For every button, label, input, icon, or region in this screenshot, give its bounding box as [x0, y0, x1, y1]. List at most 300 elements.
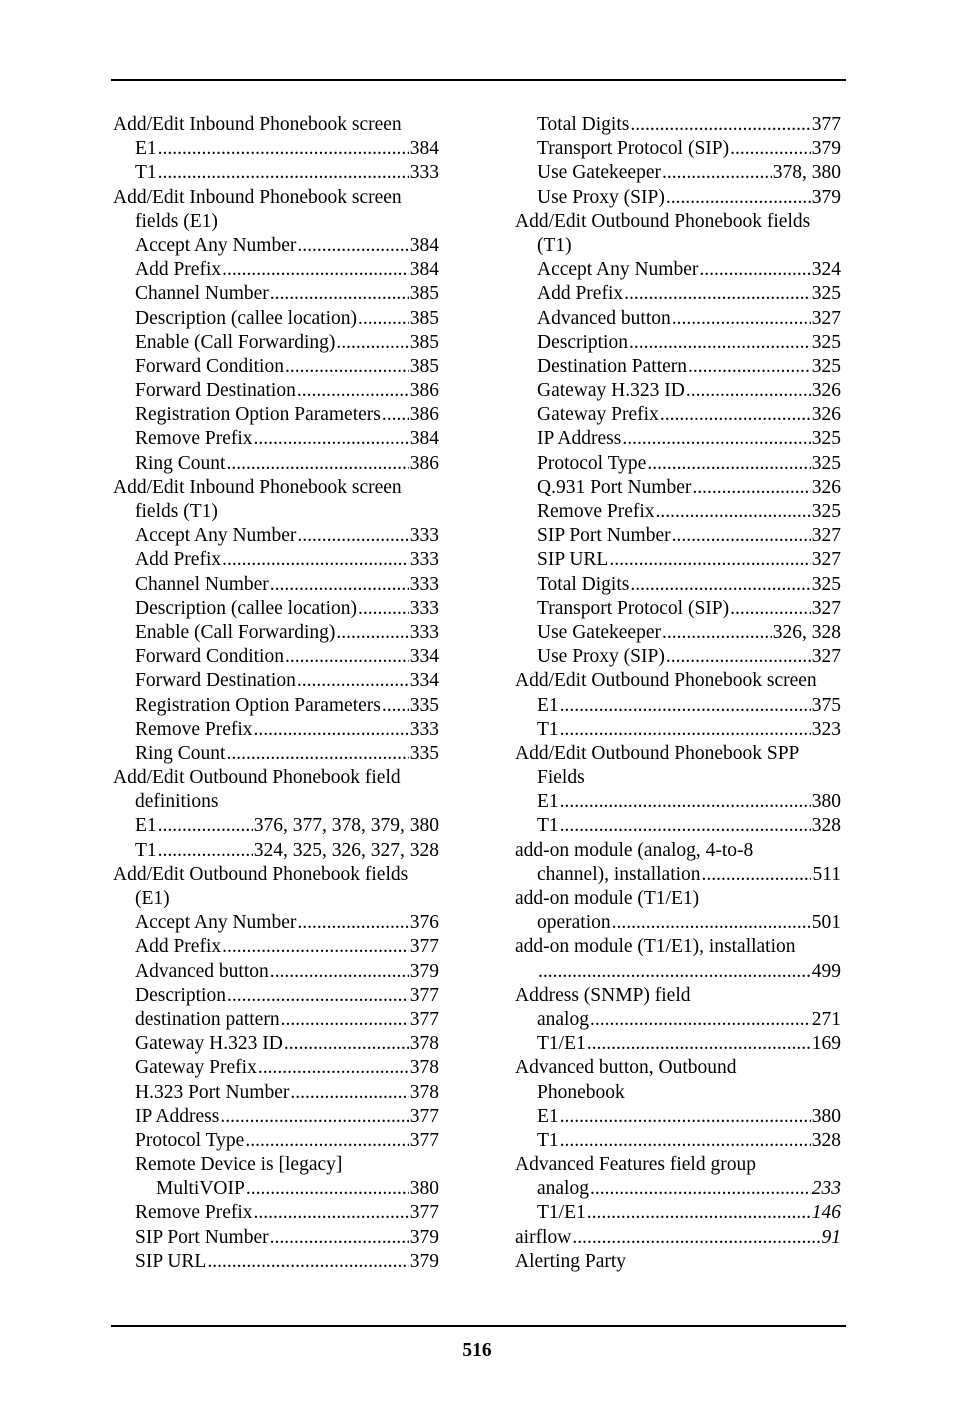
index-entry — [515, 524, 841, 548]
page-reference: 169 — [811, 1033, 841, 1055]
index-term: Description — [135, 984, 226, 1006]
index-entry — [515, 645, 841, 669]
dot-leader — [270, 1226, 409, 1250]
index-term: Gateway H.323 ID — [537, 380, 685, 402]
index-term: Transport Protocol (SIP) — [537, 138, 730, 160]
index-entry — [515, 984, 841, 1008]
dot-leader — [297, 669, 409, 693]
index-term: Protocol Type — [537, 452, 647, 474]
index-entry — [515, 500, 841, 524]
index-term: analog — [537, 1008, 589, 1030]
index-term: E1 — [537, 694, 559, 716]
index-term: fields (E1) — [135, 210, 218, 232]
dot-leader — [560, 1129, 811, 1153]
index-entry — [113, 911, 439, 935]
index-term: channel), installation — [537, 863, 701, 885]
index-entry — [515, 718, 841, 742]
index-entry — [113, 960, 439, 984]
index-entry — [515, 1008, 841, 1032]
index-entry — [113, 1201, 439, 1225]
page-reference: 333 — [409, 525, 439, 547]
dot-leader — [587, 1201, 811, 1225]
page-reference: 379 — [409, 1250, 439, 1272]
index-entry — [113, 379, 439, 403]
index-entry — [515, 573, 841, 597]
dot-leader — [290, 1081, 408, 1105]
index-entry — [113, 331, 439, 355]
index-term: SIP Port Number — [135, 1226, 269, 1248]
dot-leader — [672, 524, 811, 548]
index-entry — [515, 694, 841, 718]
index-term: Q.931 Port Number — [537, 476, 692, 498]
page-reference: 328 — [811, 1129, 841, 1151]
page-reference: 326, 328 — [772, 621, 841, 643]
index-entry — [113, 210, 439, 234]
index-term: Forward Destination — [135, 670, 296, 692]
index-term: Remove Prefix — [537, 501, 655, 522]
dot-leader — [382, 403, 409, 427]
page-reference: 386 — [409, 452, 439, 474]
index-term: IP Address — [537, 428, 622, 450]
index-term: Add/Edit Outbound Phonebook screen — [515, 670, 817, 692]
dot-leader — [624, 282, 811, 306]
page-reference: 377 — [409, 936, 439, 958]
index-entry — [515, 1177, 841, 1201]
page-reference: 333 — [409, 549, 439, 571]
index-entry — [113, 137, 439, 161]
index-term: Gateway H.323 ID — [135, 1033, 283, 1055]
index-entry — [113, 1081, 439, 1105]
dot-leader — [702, 863, 812, 887]
page-reference: 379 — [409, 1226, 439, 1248]
index-term: SIP Port Number — [537, 525, 671, 547]
dot-leader — [538, 960, 811, 984]
page-reference: 323 — [811, 718, 841, 740]
index-term: SIP URL — [537, 549, 609, 571]
page-reference: 324 — [811, 259, 841, 281]
index-entry — [113, 452, 439, 476]
dot-leader — [207, 1250, 408, 1274]
page-reference: 324, 325, 326, 327, 328 — [253, 839, 439, 861]
dot-leader — [158, 137, 409, 161]
index-term: destination pattern — [135, 1008, 280, 1030]
page-reference: 333 — [409, 573, 439, 595]
dot-leader — [666, 186, 811, 210]
page-reference: 378, 380 — [772, 162, 841, 184]
page-reference: 146 — [811, 1202, 841, 1224]
index-entry — [515, 935, 841, 959]
dot-leader — [622, 427, 810, 451]
index-term: Accept Any Number — [135, 525, 297, 547]
index-term: Use Proxy (SIP) — [537, 646, 665, 668]
page-reference: 379 — [811, 138, 841, 160]
index-term: Use Gatekeeper — [537, 621, 661, 643]
index-entry — [113, 887, 439, 911]
index-term: operation — [537, 912, 611, 934]
index-term: Alerting Party — [515, 1250, 627, 1272]
dot-leader — [245, 1129, 408, 1153]
dot-leader — [226, 452, 408, 476]
page-reference: 327 — [811, 549, 841, 571]
index-entry — [515, 1105, 841, 1129]
index-term: Remove Prefix — [135, 428, 253, 450]
page-reference: 376 — [409, 912, 439, 934]
index-entry — [515, 113, 841, 137]
index-term: T1 — [537, 815, 559, 837]
index-term: Registration Option Parameters — [135, 404, 381, 426]
page-reference: 325 — [811, 452, 841, 474]
index-entry — [113, 307, 439, 331]
index-term: Ring Count — [135, 452, 226, 474]
index-term: Add Prefix — [135, 549, 222, 571]
index-term: Ring Count — [135, 742, 226, 764]
index-term: Use Proxy (SIP) — [537, 186, 665, 208]
index-term: Channel Number — [135, 283, 269, 305]
index-term: Forward Condition — [135, 355, 284, 377]
page-reference: 333 — [409, 718, 439, 740]
index-entry — [515, 476, 841, 500]
index-term: Accept Any Number — [537, 259, 699, 281]
page-reference: 386 — [409, 404, 439, 426]
index-entry — [515, 258, 841, 282]
dot-leader — [686, 379, 811, 403]
index-term: Add Prefix — [537, 283, 624, 305]
index-term: IP Address — [135, 1105, 220, 1127]
dot-leader — [647, 452, 810, 476]
dot-leader — [382, 694, 409, 718]
dot-leader — [590, 1008, 811, 1032]
dot-leader — [281, 1008, 409, 1032]
index-term: Add/Edit Outbound Phonebook fields — [515, 210, 811, 232]
index-term: E1 — [537, 791, 559, 813]
index-term: Description (callee location) — [135, 307, 357, 329]
index-term: airflow — [515, 1226, 572, 1248]
dot-leader — [284, 1032, 409, 1056]
index-term: Remove Prefix — [135, 718, 253, 740]
index-term: add-on module (T1/E1), installation — [515, 936, 796, 958]
index-entry — [515, 887, 841, 911]
index-entry — [515, 210, 841, 234]
dot-leader — [560, 1105, 811, 1129]
index-term: T1 — [135, 839, 157, 861]
dot-leader — [297, 234, 408, 258]
index-term: Add/Edit Inbound Phonebook screen — [113, 186, 402, 208]
index-entry — [113, 839, 439, 863]
index-entry — [113, 403, 439, 427]
page-reference: 327 — [811, 646, 841, 668]
index-entry — [113, 500, 439, 524]
index-entry — [113, 524, 439, 548]
dot-leader — [297, 524, 408, 548]
dot-leader — [158, 839, 253, 863]
dot-leader — [285, 355, 409, 379]
dot-leader — [336, 621, 408, 645]
page-reference: 325 — [811, 573, 841, 595]
index-entry — [113, 621, 439, 645]
page-reference: 377 — [811, 114, 841, 135]
index-entry — [113, 669, 439, 693]
page-reference: 377 — [409, 1129, 439, 1151]
index-term: E1 — [135, 815, 157, 837]
index-entry — [113, 282, 439, 306]
index-term: H.323 Port Number — [135, 1081, 290, 1103]
index-column-right — [515, 113, 841, 1274]
index-entry — [113, 476, 439, 500]
index-entry — [515, 186, 841, 210]
index-term: Destination Pattern — [537, 355, 688, 377]
index-entry — [113, 1129, 439, 1153]
index-entry — [113, 935, 439, 959]
dot-leader — [630, 113, 810, 137]
index-entry — [113, 186, 439, 210]
index-entry — [113, 984, 439, 1008]
index-term: Transport Protocol (SIP) — [537, 597, 730, 619]
page-reference: 325 — [811, 428, 841, 450]
dot-leader — [285, 645, 409, 669]
dot-leader — [297, 911, 408, 935]
index-term: E1 — [537, 1105, 559, 1127]
index-term: T1 — [537, 718, 559, 740]
index-term: add-on module (T1/E1) — [515, 888, 700, 909]
dot-leader — [270, 960, 409, 984]
dot-leader — [662, 621, 772, 645]
dot-leader — [254, 1201, 409, 1225]
index-entry — [113, 790, 439, 814]
index-entry — [515, 137, 841, 161]
dot-leader — [672, 307, 811, 331]
page-reference: 499 — [811, 960, 841, 982]
index-term: Registration Option Parameters — [135, 694, 381, 716]
index-term: (T1) — [537, 234, 572, 256]
index-entry — [515, 911, 841, 935]
dot-leader — [158, 814, 253, 838]
index-entry — [113, 427, 439, 451]
dot-leader — [629, 331, 811, 355]
index-term: Add/Edit Inbound Phonebook screen — [113, 476, 402, 498]
index-entry — [113, 573, 439, 597]
dot-leader — [226, 742, 408, 766]
page-reference: 325 — [811, 355, 841, 377]
dot-leader — [246, 1177, 409, 1201]
index-term: Advanced button — [537, 307, 671, 329]
page-reference: 384 — [409, 428, 439, 450]
index-term: Accept Any Number — [135, 912, 297, 934]
dot-leader — [612, 911, 811, 935]
index-term: Address (SNMP) field — [515, 984, 691, 1006]
index-entry — [515, 307, 841, 331]
index-term: add-on module (analog, 4-to-8 — [515, 839, 754, 861]
index-entry — [515, 790, 841, 814]
index-term: definitions — [135, 791, 219, 813]
index-entry — [113, 1226, 439, 1250]
page-reference: 377 — [409, 1008, 439, 1030]
index-entry — [113, 645, 439, 669]
page-reference: 333 — [409, 621, 439, 643]
dot-leader — [692, 476, 810, 500]
index-term: Gateway Prefix — [537, 404, 659, 426]
index-entry — [515, 379, 841, 403]
index-entry — [113, 1177, 439, 1201]
dot-leader — [220, 1105, 408, 1129]
dot-leader — [222, 935, 409, 959]
dot-leader — [688, 355, 811, 379]
page-reference: 326 — [811, 380, 841, 402]
index-entry — [515, 1032, 841, 1056]
page-reference: 335 — [409, 694, 439, 716]
index-entry — [515, 355, 841, 379]
index-entry — [515, 1153, 841, 1177]
index-entry — [113, 863, 439, 887]
dot-leader — [560, 814, 811, 838]
index-column-left — [113, 113, 439, 1274]
page-reference: 325 — [811, 283, 841, 305]
page-reference: 335 — [409, 742, 439, 764]
index-entry — [113, 258, 439, 282]
dot-leader — [662, 161, 772, 185]
page-reference: 378 — [409, 1057, 439, 1079]
index-entry — [113, 1032, 439, 1056]
page-reference: 380 — [811, 1105, 841, 1127]
page-reference: 379 — [811, 186, 841, 208]
index-entry — [515, 960, 841, 984]
index-entry — [515, 863, 841, 887]
index-entry — [113, 694, 439, 718]
page-reference: 386 — [409, 380, 439, 402]
index-term: Advanced button, Outbound — [515, 1057, 737, 1079]
index-term: T1/E1 — [537, 1033, 586, 1055]
index-term: Add/Edit Inbound Phonebook screen — [113, 114, 402, 135]
index-entry — [515, 621, 841, 645]
index-term: Add Prefix — [135, 259, 222, 281]
dot-leader — [227, 984, 409, 1008]
index-entry — [515, 1201, 841, 1225]
page-reference: 376, 377, 378, 379, 380 — [253, 815, 439, 837]
page-reference: 385 — [409, 307, 439, 329]
index-entry — [515, 814, 841, 838]
page-number: 516 — [462, 1340, 492, 1361]
index-entry — [515, 331, 841, 355]
dot-leader — [609, 548, 810, 572]
index-term: T1 — [537, 1129, 559, 1151]
dot-leader — [158, 161, 409, 185]
page-reference: 328 — [811, 815, 841, 837]
dot-leader — [699, 258, 810, 282]
page-reference: 377 — [409, 984, 439, 1006]
index-term: MultiVOIP — [156, 1178, 245, 1200]
index-term: Add/Edit Outbound Phonebook fields — [113, 863, 409, 885]
index-term: Phonebook — [537, 1081, 625, 1103]
dot-leader — [560, 718, 811, 742]
index-entry — [113, 355, 439, 379]
page-reference: 377 — [409, 1202, 439, 1224]
index-term: Remove Prefix — [135, 1202, 253, 1224]
page-reference: 327 — [811, 597, 841, 619]
index-term: Channel Number — [135, 573, 269, 595]
page-reference: 378 — [409, 1081, 439, 1103]
index-term: SIP URL — [135, 1250, 207, 1272]
page-reference: 326 — [811, 476, 841, 498]
page-reference: 385 — [409, 283, 439, 305]
index-entry — [515, 669, 841, 693]
page-reference: 380 — [811, 791, 841, 813]
index-entry — [515, 1056, 841, 1080]
index-term: Description (callee location) — [135, 597, 357, 619]
dot-leader — [258, 1056, 409, 1080]
index-term: Advanced button — [135, 960, 269, 982]
page-reference: 91 — [821, 1226, 841, 1248]
index-entry — [515, 548, 841, 572]
dot-leader — [270, 282, 409, 306]
dot-leader — [358, 307, 409, 331]
page-reference: 375 — [811, 694, 841, 716]
index-term: T1 — [135, 162, 157, 184]
index-entry — [113, 766, 439, 790]
index-term: Forward Destination — [135, 380, 296, 402]
dot-leader — [656, 500, 811, 524]
page-reference: 326 — [811, 404, 841, 426]
index-term: Total Digits — [537, 114, 630, 135]
dot-leader — [222, 548, 409, 572]
index-entry — [515, 766, 841, 790]
index-term: analog — [537, 1178, 589, 1200]
index-entry — [113, 742, 439, 766]
index-term: T1/E1 — [537, 1202, 586, 1224]
page-reference: 327 — [811, 525, 841, 547]
index-entry — [515, 282, 841, 306]
dot-leader — [270, 573, 409, 597]
page-reference: 385 — [409, 355, 439, 377]
page-reference: 333 — [409, 162, 439, 184]
dot-leader — [630, 573, 810, 597]
index-entry — [515, 1226, 841, 1250]
index-entry — [113, 1153, 439, 1177]
page-reference: 334 — [409, 670, 439, 692]
index-entry — [515, 742, 841, 766]
dot-leader — [297, 379, 409, 403]
index-term: Use Gatekeeper — [537, 162, 661, 184]
index-term: Remote Device is [legacy] — [135, 1154, 343, 1176]
index-entry — [515, 1129, 841, 1153]
dot-leader — [572, 1226, 820, 1250]
page-reference: 384 — [409, 138, 439, 160]
index-entry — [515, 452, 841, 476]
page-reference: 233 — [811, 1178, 841, 1200]
index-term: Description — [537, 331, 628, 353]
index-term: Enable (Call Forwarding) — [135, 621, 336, 643]
dot-leader — [560, 694, 811, 718]
index-entry — [515, 234, 841, 258]
page-reference: 325 — [811, 501, 841, 522]
index-term: E1 — [135, 138, 157, 160]
index-entry — [113, 718, 439, 742]
footer-rule — [111, 1325, 846, 1327]
dot-leader — [666, 645, 811, 669]
index-entry — [113, 1056, 439, 1080]
page-reference: 379 — [409, 960, 439, 982]
dot-leader — [730, 137, 811, 161]
index-term: Forward Condition — [135, 646, 284, 668]
dot-leader — [358, 597, 409, 621]
index-entry — [515, 427, 841, 451]
page-reference: 271 — [811, 1008, 841, 1030]
index-term: (E1) — [135, 888, 170, 909]
page-reference: 501 — [811, 912, 841, 934]
page-reference: 511 — [812, 863, 841, 885]
index-entry — [515, 1081, 841, 1105]
index-entry — [113, 161, 439, 185]
index-entry — [515, 161, 841, 185]
index-term: Enable (Call Forwarding) — [135, 331, 336, 353]
